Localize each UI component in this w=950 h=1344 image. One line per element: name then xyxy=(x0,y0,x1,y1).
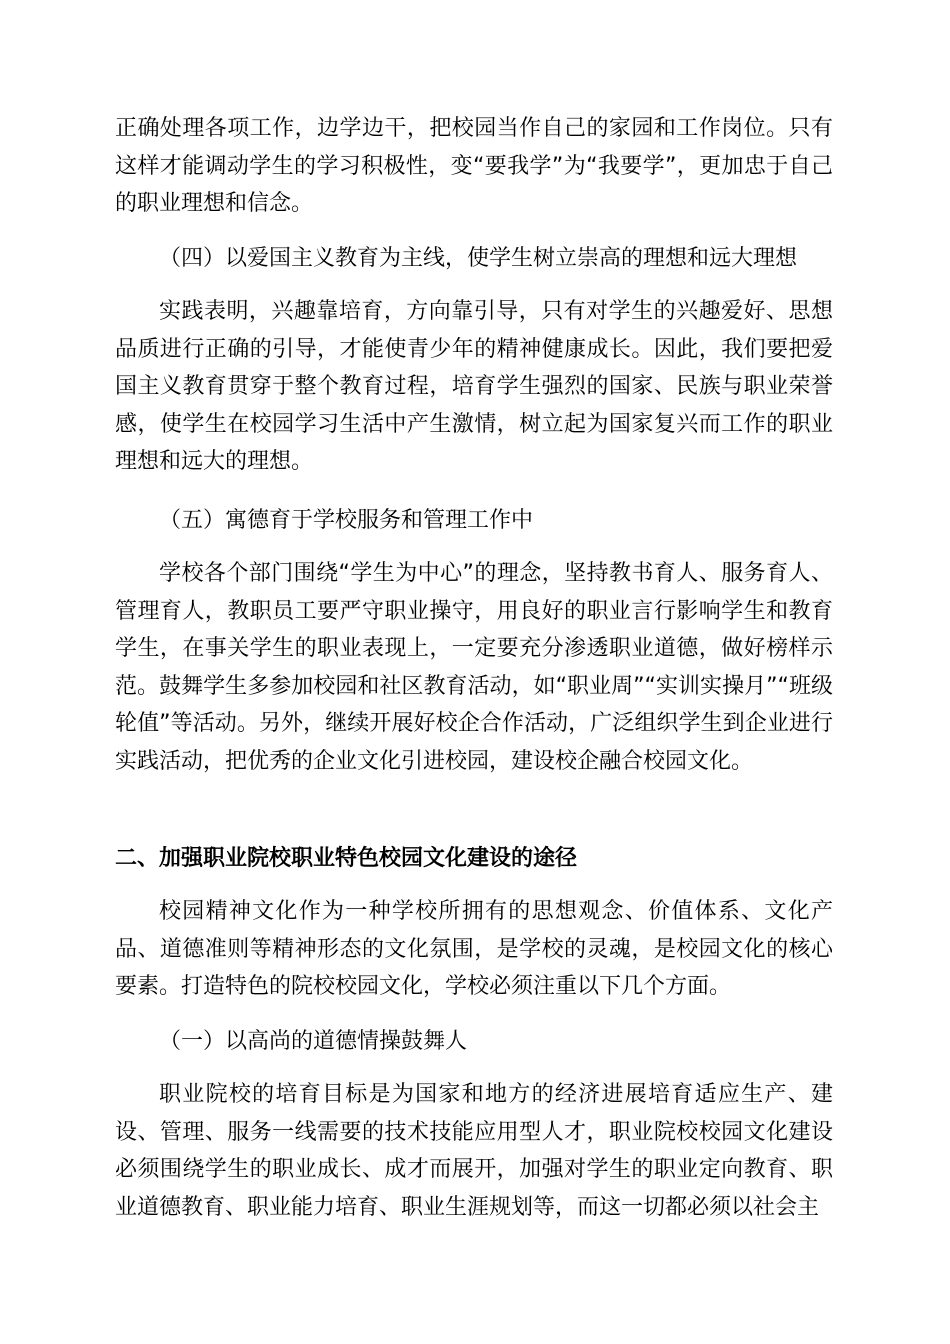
section-two-heading: 二、加强职业院校职业特色校园文化建设的途径 xyxy=(115,846,578,871)
paragraph-training-goal: 职业院校的培育目标是为国家和地方的经济进展培育适应生产、建设、管理、服务一线需要的技术技能应用型人才，职业院校校园文化建设必须围绕学生的职业成长、成才而展开，加强对学生的职业定向教育、职业道德教育、职业能力培育、职业生涯规划等，而这一切都必须以社会主 xyxy=(115,1082,833,1220)
paragraph-continuation: 正确处理各项工作，边学边干，把校园当作自己的家园和工作岗位。只有这样才能调动学生的学习积极性，变“要我学”为“我要学”，更加忠于自己的职业理想和信念。 xyxy=(115,116,833,216)
subheading-five: （五）寓德育于学校服务和管理工作中 xyxy=(159,508,534,533)
paragraph-campus-culture: 校园精神文化作为一种学校所拥有的思想观念、价值体系、文化产品、道德准则等精神形态的文化氛围，是学校的灵魂，是校园文化的核心要素。打造特色的院校校园文化，学校必须注重以下几个方面。 xyxy=(115,899,833,999)
paragraph-patriotism: 实践表明，兴趣靠培育，方向靠引导，只有对学生的兴趣爱好、思想品质进行正确的引导，才能使青少年的精神健康成长。因此，我们要把爱国主义教育贯穿于整个教育过程，培育学生强烈的国家、民族与职业荣誉感，使学生在校园学习生活中产生激情，树立起为国家复兴而工作的职业理想和远大的理想。 xyxy=(115,299,833,474)
subheading-four: （四）以爱国主义教育为主线，使学生树立崇高的理想和远大理想 xyxy=(159,246,798,271)
subheading-one: （一）以高尚的道德情操鼓舞人 xyxy=(159,1029,468,1054)
paragraph-moral-education: 学校各个部门围绕“学生为中心”的理念，坚持教书育人、服务育人、管理育人，教职员工要严守职业操守，用良好的职业言行影响学生和教育学生，在事关学生的职业表现上，一定要充分渗透职业道德，做好榜样示范。鼓舞学生多参加校园和社区教育活动，如“职业周”“实训实操月”“班级轮值”等活动。另外，继续开展好校企合作活动，广泛组织学生到企业进行实践活动，把优秀的企业文化引进校园，建设校企融合校园文化。 xyxy=(115,561,833,774)
